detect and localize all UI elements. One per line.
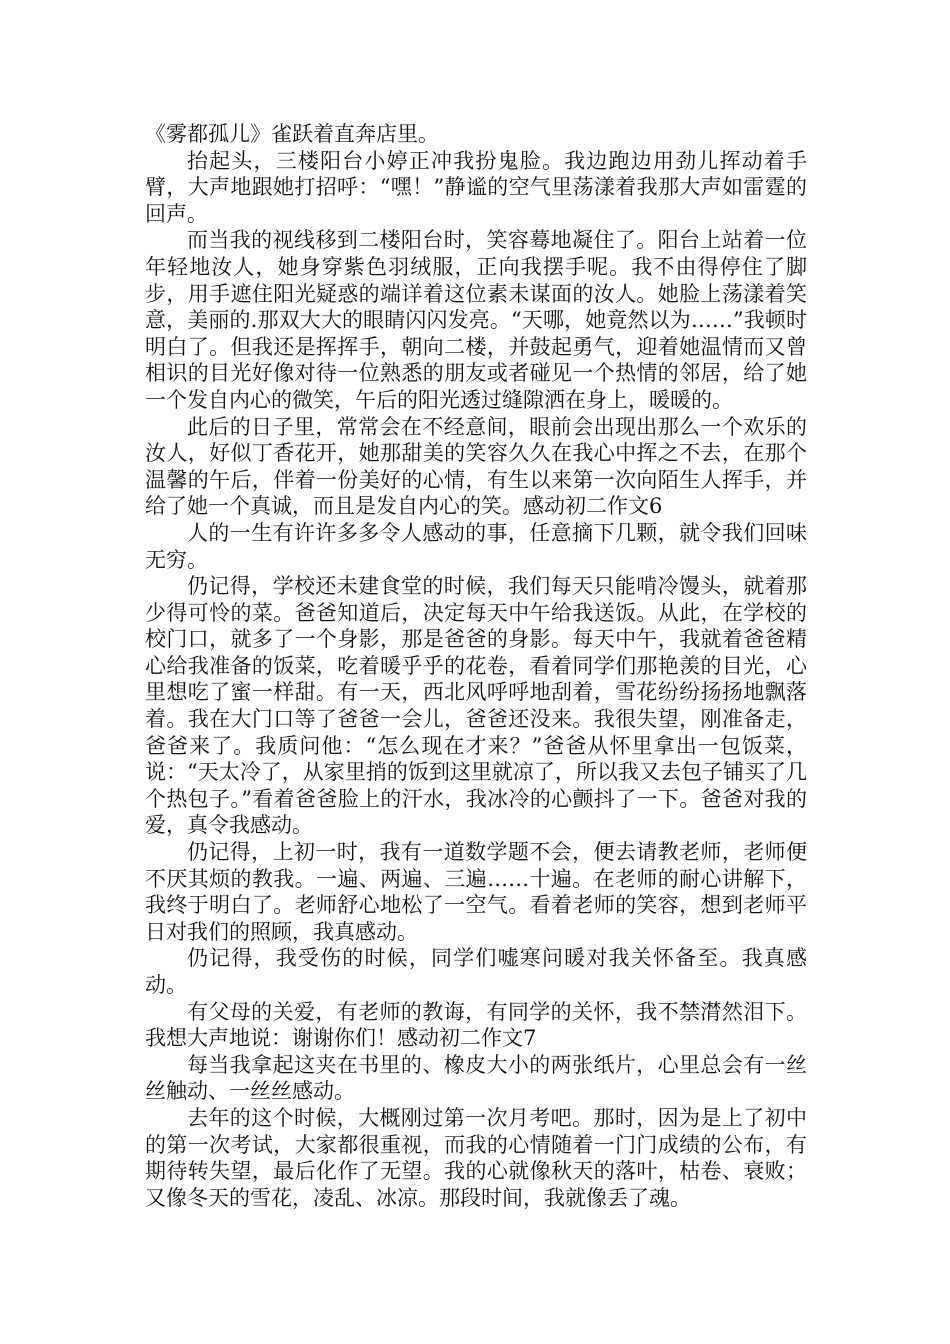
paragraph: 人的一生有许许多多令人感动的事，任意摘下几颗，就令我们回味无穷。	[145, 520, 807, 572]
paragraph: 而当我的视线移到二楼阳台时，笑容蓦地凝住了。阳台上站着一位年轻地汝人，她身穿紫色羽绒服，正向我摆手呢。我不由得停住了脚步，用手遮住阳光疑惑的端详着这位素未谋面的汝人。她脸上荡漾着笑意，美丽的.那双大大的眼睛闪闪发亮。“天哪，她竟然以为……”我顿时明白了。但我还是挥挥手，朝向二楼，并鼓起勇气，迎着她温情而又曾相识的目光好像对待一位熟悉的朋友或者碰见一个热情的邻居，给了她一个发自内心的微笑，午后的阳光透过缝隙洒在身上，暖暖的。	[145, 228, 807, 412]
paragraph: 每当我拿起这夹在书里的、橡皮大小的两张纸片，心里总会有一丝丝触动、一丝丝感动。	[145, 1052, 807, 1104]
paragraph: 有父母的关爱，有老师的教诲，有同学的关怀，我不禁潸然泪下。我想大声地说：谢谢你们！感动初二作文7	[145, 999, 807, 1051]
paragraph: 抬起头，三楼阳台小婷正冲我扮鬼脸。我边跑边用劲儿挥动着手臂，大声地跟她打招呼：“嘿！”静谧的空气里荡漾着我那大声如雷霆的回声。	[145, 148, 807, 226]
paragraph: 仍记得，我受伤的时候，同学们嘘寒问暖对我关怀备至。我真感动。	[145, 946, 807, 997]
paragraph: 仍记得，学校还未建食堂的时候，我们每天只能啃冷馒头，就着那少得可怜的菜。爸爸知道后，决定每天中午给我送饭。从此，在学校的校门口，就多了一个身影，那是爸爸的身影。每天中午，我就着爸爸精心给我准备的饭菜，吃着暖乎乎的花卷，看着同学们那艳羡的目光，心里想吃了蜜一样甜。有一天，西北风呼呼地刮着，雪花纷纷扬扬地飘落着。我在大门口等了爸爸一会儿，爸爸还没来。我很失望，刚准备走，爸爸来了。我质问他：“怎么现在才来？”爸爸从怀里拿出一包饭菜，说：“天太冷了，从家里捎的饭到这里就凉了，所以我又去包子铺买了几个热包子。”看着爸爸脸上的汗水，我冰冷的心颤抖了一下。爸爸对我的爱，真令我感动。	[145, 574, 807, 838]
document-page	[145, 121, 807, 1211]
paragraph: 去年的这个时候，大概刚过第一次月考吧。那时，因为是上了初中的第一次考试，大家都很重视，而我的心情随着一门门成绩的公布，有期待转失望，最后化作了无望。我的心就像秋天的落叶，枯卷、衰败；又像冬天的雪花，凌乱、冰凉。那段时间，我就像丢了魂。	[145, 1105, 807, 1210]
paragraph: 《雾都孤儿》雀跃着直奔店里。	[145, 122, 439, 146]
paragraph: 仍记得，上初一时，我有一道数学题不会，便去请教老师，老师便不厌其烦的教我。一遍、两遍、三遍……十遍。在老师的耐心讲解下，我终于明白了。老师舒心地松了一空气。看着老师的笑容，想到老师平日对我们的照顾，我真感动。	[145, 840, 807, 944]
paragraph: 此后的日子里，常常会在不经意间，眼前会出现出那么一个欢乐的汝人，好似丁香花开，她那甜美的笑容久久在我心中挥之不去，在那个温馨的午后，伴着一份美好的心情，有生以来第一次向陌生人挥手，并给了她一个真诚，而且是发自内心的笑。感动初二作文6	[145, 414, 807, 519]
